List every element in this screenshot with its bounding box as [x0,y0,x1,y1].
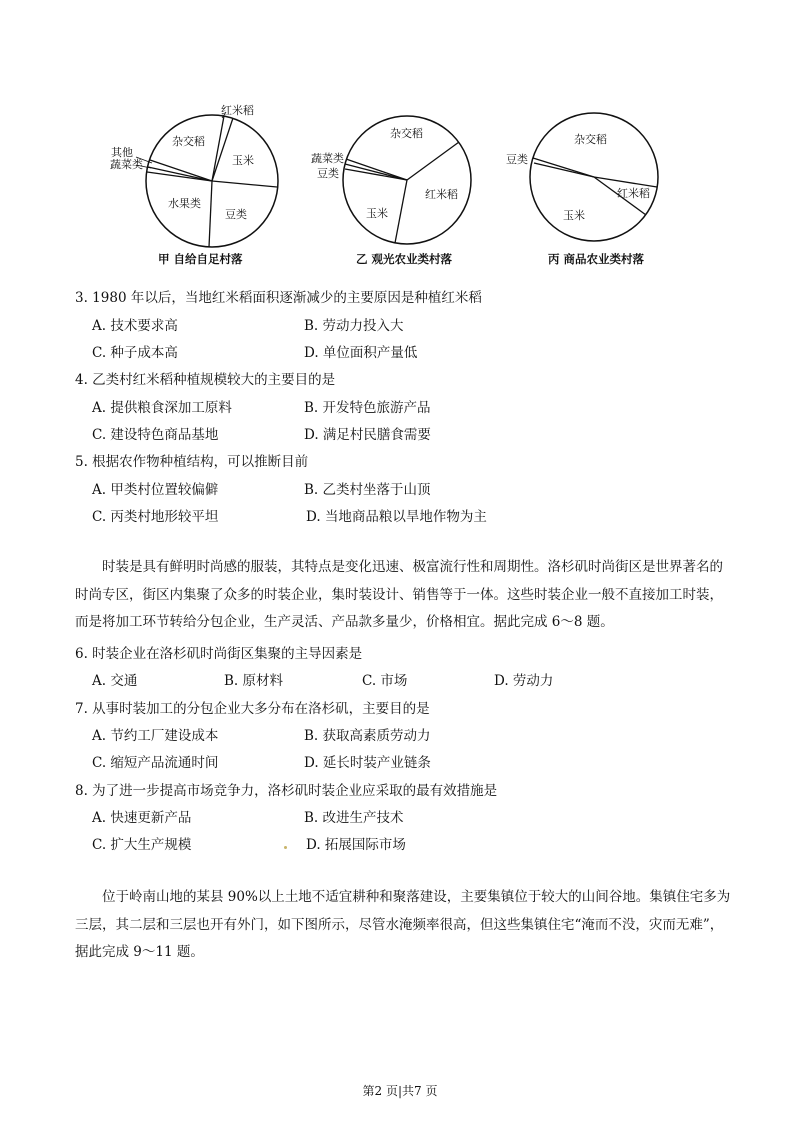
question-3-option-c: C. 种子成本高 [92,345,178,361]
question-5-stem: 5. 根据农作物种植结构，可以推断目前 [75,454,309,470]
question-4-option-b: B. 开发特色旅游产品 [304,400,431,416]
question-5-option-b: B. 乙类村坐落于山顶 [304,482,431,498]
question-7-stem: 7. 从事时装加工的分包企业大多分布在洛杉矶，主要目的是 [75,701,430,717]
question-4-option-a: A. 提供粮食深加工原料 [92,400,232,416]
pie-yi-label-zajiaodao: 杂交稻 [390,127,423,140]
page-footer: 第2 页|共7 页 [362,1084,438,1098]
question-8-option-a: A. 快速更新产品 [92,810,192,826]
question-7-option-a: A. 节约工厂建设成本 [92,728,219,744]
pie-jia-label-shucai: 蔬菜类 [110,158,143,171]
pie-jia-label-yumi: 玉米 [232,154,254,167]
pie-jia-label-zajiaodao: 杂交稻 [172,135,205,148]
passage-lingnan: 位于岭南山地的某县 90%以上土地不适宜耕种和聚落建设，主要集镇位于较大的山间谷地。集镇住宅多为三层，其二层和三层也开有外门，如下图所示，尽管水淹频率很高，但这些集镇住宅“淹而不没，灾而无难”，据此完成 9～11 题。 [75,889,731,960]
pie-jia-label-qita: 其他 [111,146,133,159]
question-8-stem: 8. 为了进一步提高市场竞争力，洛杉矶时装企业应采取的最有效措施是 [75,783,498,799]
question-4-stem: 4. 乙类村红米稻种植规模较大的主要目的是 [75,372,336,388]
pie-charts-svg [0,0,800,280]
pie-yi-label-yumi: 玉米 [366,207,388,220]
question-5-option-a: A. 甲类村位置较偏僻 [92,482,219,498]
pie-yi-caption: 乙 观光农业类村落 [356,252,453,266]
question-4-option-d: D. 满足村民膳食需要 [304,427,431,443]
pie-chart-yi [311,116,471,266]
question-4-option-c: C. 建设特色商品基地 [92,427,219,443]
pie-chart-jia [110,103,278,266]
question-7-option-c: C. 缩短产品流通时间 [92,755,219,771]
question-3-option-d: D. 单位面积产量低 [304,345,418,361]
question-6-option-c: C. 市场 [362,673,408,689]
pie-jia-label-shuiguo: 水果类 [168,197,201,210]
question-6-option-b: B. 原材料 [224,673,284,689]
pie-bing-label-doulei: 豆类 [506,153,528,166]
passage-fashion: 时装是具有鲜明时尚感的服装，其特点是变化迅速、极富流行性和周期性。洛杉矶时尚街区是世界著名的时尚专区，街区内集聚了众多的时装企业，集时装设计、销售等于一体。这些时装企业一般不直接加工时装，而是将加工环节转给分包企业，生产灵活、产品款多量少，价格相宜。据此完成 6～8 题。 [75,559,723,630]
pie-yi-label-doulei: 豆类 [317,167,339,180]
pie-bing-label-yumi: 玉米 [563,209,585,222]
pie-yi-label-hongmidao: 红米稻 [425,188,458,201]
question-6-stem: 6. 时装企业在洛杉矶时尚街区集聚的主导因素是 [75,646,363,662]
question-7-option-d: D. 延长时装产业链条 [304,755,431,771]
question-8-option-b: B. 改进生产技术 [304,810,404,826]
pie-jia-label-doulei: 豆类 [225,208,247,221]
pie-bing-label-hongmidao: 红米稻 [617,187,650,200]
question-5-option-c: C. 丙类村地形较平坦 [92,509,219,525]
question-6-option-d: D. 劳动力 [494,673,554,689]
pie-bing-label-zajiaodao: 杂交稻 [574,133,607,146]
question-7-option-b: B. 获取高素质劳动力 [304,728,431,744]
question-3-option-a: A. 技术要求高 [92,318,178,334]
scan-speck [284,846,287,849]
question-5-option-d: D. 当地商品粮以旱地作物为主 [306,509,487,525]
pie-jia-label-hongmidao: 红米稻 [221,104,254,117]
question-6-option-a: A. 交通 [92,673,138,689]
pie-yi-label-shucai: 蔬菜类 [311,152,344,165]
pie-chart-bing [506,113,658,266]
pie-jia-caption: 甲 自给自足村落 [158,252,243,266]
question-3-option-b: B. 劳动力投入大 [304,318,404,334]
question-8-option-d: D. 拓展国际市场 [306,837,406,853]
question-8-option-c: C. 扩大生产规模 [92,837,192,853]
pie-charts-figure [0,0,800,280]
question-3-stem: 3. 1980 年以后，当地红米稻面积逐渐减少的主要原因是种植红米稻 [75,290,482,306]
pie-bing-caption: 丙 商品农业类村落 [548,252,645,266]
